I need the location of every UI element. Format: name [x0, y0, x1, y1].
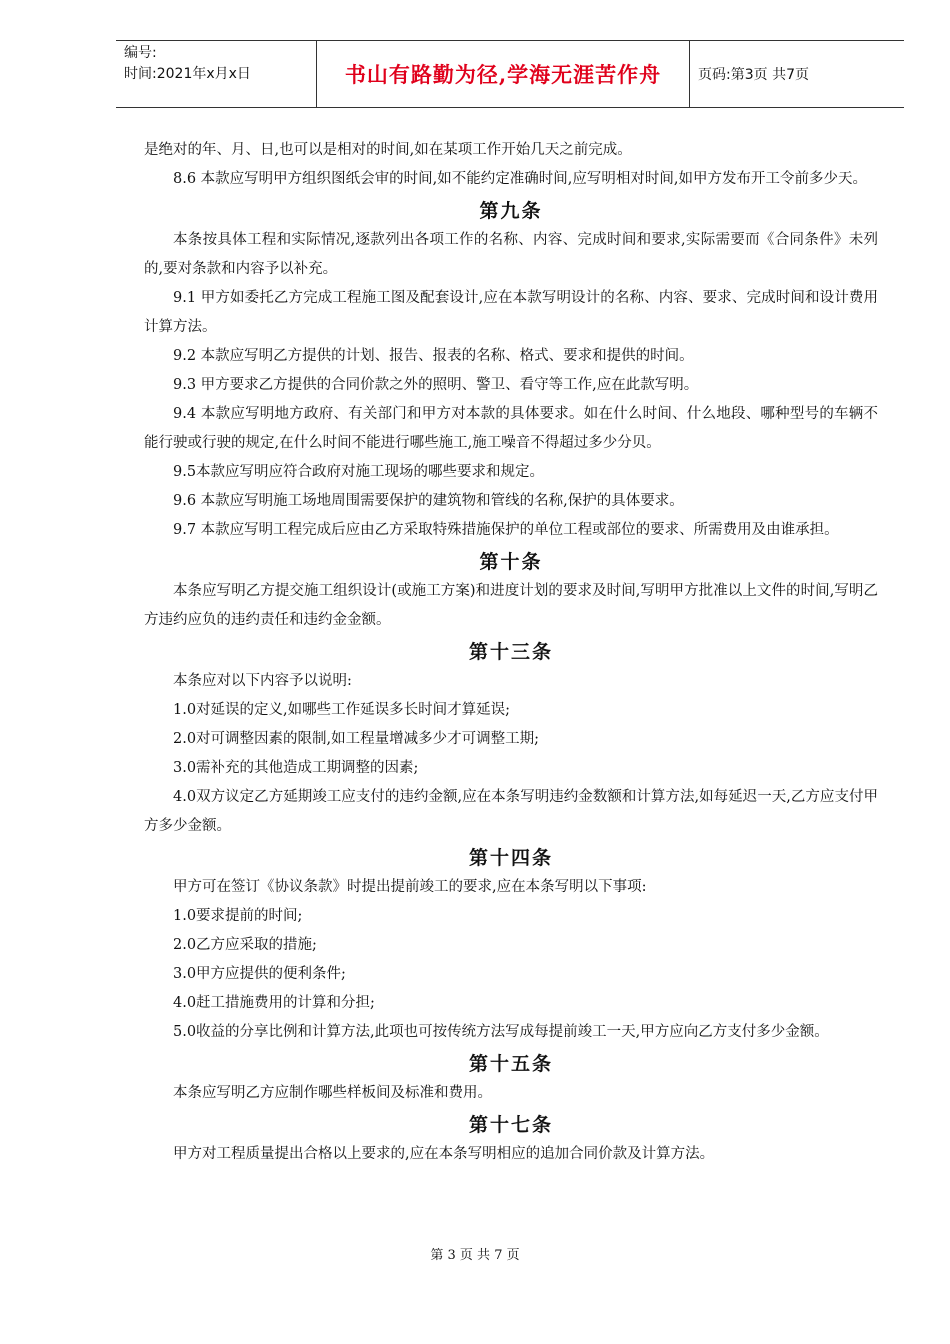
- time-label: 时间:2021年x月x日: [124, 66, 251, 82]
- page-header: [116, 40, 904, 108]
- paragraph: 本条应写明乙方应制作哪些样板间及标准和费用。: [173, 1085, 492, 1101]
- section-heading: 第十三条: [468, 641, 553, 663]
- paragraph: 本条应对以下内容予以说明:: [173, 673, 352, 689]
- paragraph: 8.6 本款应写明甲方组织图纸会审的时间,如不能约定准确时间,应写明相对时间,如甲方发布开工令前多少天。: [173, 171, 867, 187]
- paragraph: 9.2 本款应写明乙方提供的计划、报告、报表的名称、格式、要求和提供的时间。: [173, 348, 694, 364]
- section-heading: 第十条: [479, 551, 543, 573]
- header-meta: [124, 43, 314, 85]
- section-heading: 第十五条: [468, 1053, 553, 1075]
- paragraph: 9.4 本款应写明地方政府、有关部门和甲方对本款的具体要求。如在什么时间、什么地段、哪种型号的车辆不能行驶或行驶的规定,在什么时间不能进行哪些施工,施工噪音不得超过多少分贝。: [144, 406, 878, 451]
- paragraph: 9.1 甲方如委托乙方完成工程施工图及配套设计,应在本款写明设计的名称、内容、要求、完成时间和设计费用计算方法。: [144, 290, 878, 335]
- paragraph: 是绝对的年、月、日,也可以是相对的时间,如在某项工作开始几天之前完成。: [144, 142, 632, 158]
- page-footer: 第 3 页 共 7 页: [430, 1248, 520, 1263]
- paragraph: 5.0收益的分享比例和计算方法,此项也可按传统方法写成每提前竣工一天,甲方应向乙方支付多少金额。: [173, 1024, 829, 1040]
- paragraph: 4.0双方议定乙方延期竣工应支付的违约金额,应在本条写明违约金数额和计算方法,如每延迟一天,乙方应支付甲方多少金额。: [144, 789, 878, 834]
- document-body: [144, 136, 878, 1169]
- paragraph: 3.0需补充的其他造成工期调整的因素;: [173, 760, 419, 776]
- paragraph: 1.0对延误的定义,如哪些工作延误多长时间才算延误;: [173, 702, 511, 718]
- section-heading: 第九条: [479, 200, 543, 222]
- paragraph: 3.0甲方应提供的便利条件;: [173, 966, 346, 982]
- paragraph: 2.0乙方应采取的措施;: [173, 937, 317, 953]
- paragraph: 4.0赶工措施费用的计算和分担;: [173, 995, 375, 1011]
- paragraph: 甲方可在签订《协议条款》时提出提前竣工的要求,应在本条写明以下事项:: [173, 879, 647, 895]
- paragraph: 9.3 甲方要求乙方提供的合同价款之外的照明、警卫、看守等工作,应在此款写明。: [173, 377, 699, 393]
- paragraph: 2.0对可调整因素的限制,如工程量增减多少才可调整工期;: [173, 731, 540, 747]
- paragraph: 9.6 本款应写明施工场地周围需要保护的建筑物和管线的名称,保护的具体要求。: [173, 493, 684, 509]
- paragraph: 1.0要求提前的时间;: [173, 908, 303, 924]
- header-page-label: 页码:第3页 共7页: [698, 67, 809, 83]
- paragraph: 本条应写明乙方提交施工组织设计(或施工方案)和进度计划的要求及时间,写明甲方批准以上文件的时间,写明乙方违约应负的违约责任和违约金金额。: [144, 583, 878, 628]
- paragraph: 甲方对工程质量提出合格以上要求的,应在本条写明相应的追加合同价款及计算方法。: [173, 1146, 715, 1162]
- paragraph: 9.7 本款应写明工程完成后应由乙方采取特殊措施保护的单位工程或部位的要求、所需费用及由谁承担。: [173, 522, 839, 538]
- section-heading: 第十四条: [468, 847, 553, 869]
- header-motto: 书山有路勤为径,学海无涯苦作舟: [316, 41, 690, 107]
- paragraph: 本条按具体工程和实际情况,逐款列出各项工作的名称、内容、完成时间和要求,实际需要而《合同条件》未列的,要对条款和内容予以补充。: [144, 232, 878, 277]
- paragraph: 9.5本款应写明应符合政府对施工现场的哪些要求和规定。: [173, 464, 545, 480]
- number-label: 编号:: [124, 45, 157, 61]
- section-heading: 第十七条: [468, 1114, 553, 1136]
